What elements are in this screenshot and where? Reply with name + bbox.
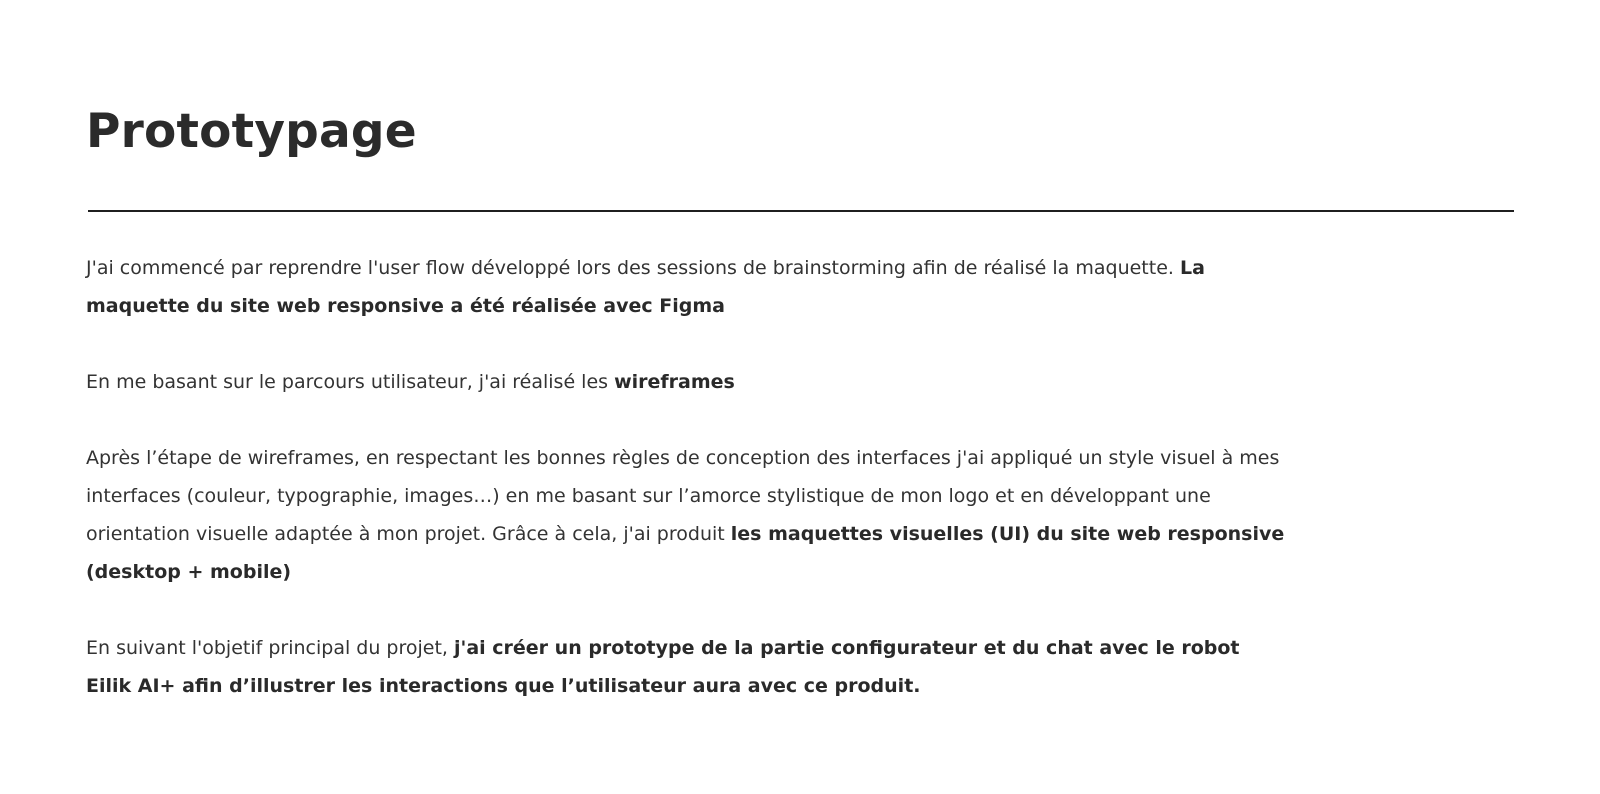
paragraph-wireframes-emphasis: wireframes [614,371,735,393]
paragraph-wireframes-text: En me basant sur le parcours utilisateur, j'ai réalisé les [86,371,615,393]
paragraph-prototype-text: En suivant l'objetif principal du projet, [86,637,454,659]
content-body [86,249,1286,743]
paragraph-wireframes [86,363,1286,401]
paragraph-visual-style-emphasis: les maquettes visuelles (UI) du site web responsive (desktop + mobile) [86,523,1285,583]
paragraph-intro [86,249,1286,325]
paragraph-intro-text: J'ai commencé par reprendre l'user flow développé lors des sessions de brainstorming afin de réalisé la maquette. [86,257,1180,279]
paragraph-prototype-emphasis: j'ai créer un prototype de la partie configurateur et du chat avec le robot Eilik AI+ afin d’illustrer les interactions que l’utilisateur aura avec ce produit. [86,637,1240,697]
paragraph-visual-style-text: Après l’étape de wireframes, en respectant les bonnes règles de conception des interfaces j'ai appliqué un style visuel à mes interfaces (couleur, typographie, images…) en me basant sur l’amorce stylistique de mon logo et en développant une orientation visuelle adaptée à mon projet. Grâce à cela, j'ai produit [86,447,1280,545]
paragraph-intro-emphasis: La maquette du site web responsive a été réalisée avec Figma [86,257,1205,317]
page-title: Prototypage [86,104,417,159]
paragraph-prototype [86,629,1286,705]
title-divider [88,210,1514,212]
paragraph-visual-style [86,439,1286,591]
